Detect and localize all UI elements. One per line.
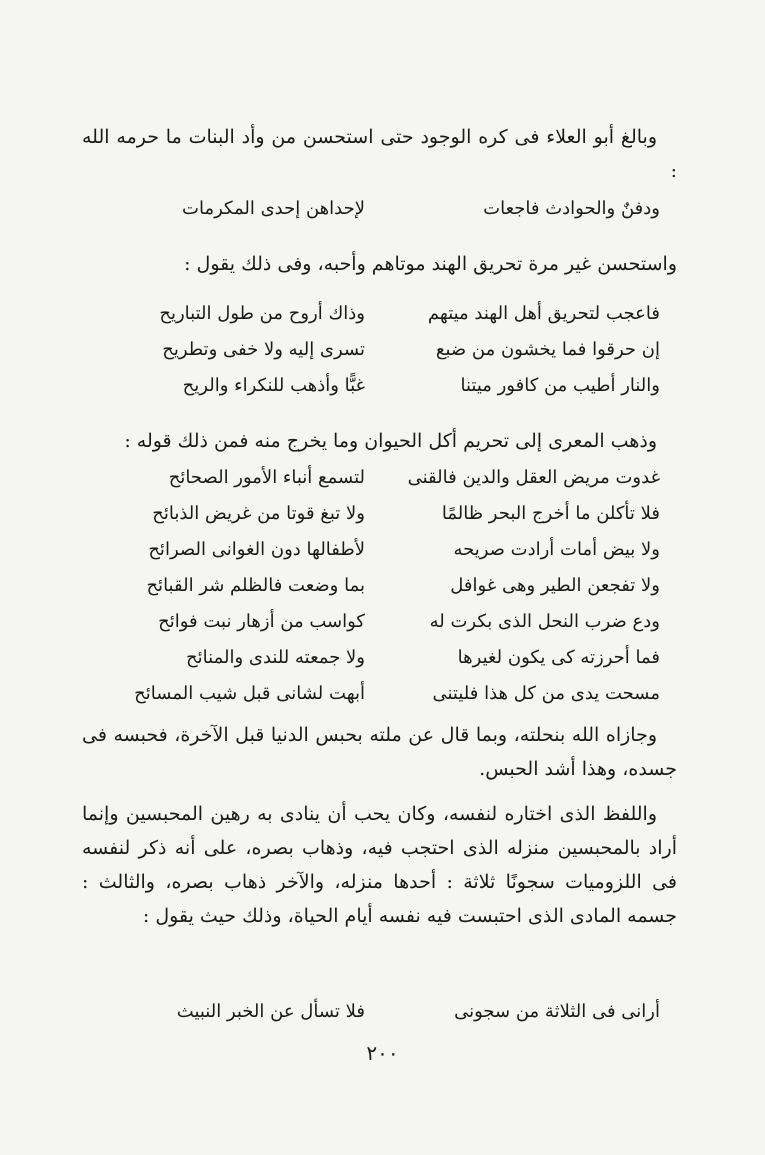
verse-second-hemistich: غبًّا وأذهب للنكراء والريح — [182, 375, 365, 396]
verse-first-hemistich: ودفنٌ والحوادث فاجعات — [483, 198, 660, 219]
verse-second-hemistich: ولا تبغ قوتا من غريض الذبائح — [152, 503, 365, 524]
verse-second-hemistich: لتسمع أنباء الأمور الصحائح — [168, 467, 365, 488]
verse-couplet — [120, 333, 660, 367]
paragraph-5: واللفظ الذى اختاره لنفسه، وكان يحب أن ينادى به رهين المحبسين وإنما أراد بالمحبسين منزله الذى احتجب فيه، وذهاب بصره، على أنه ذكر لنفسه فى اللزوميات سجونًا ثلاثة : أحدها منزله، والآخر ذهاب بصره، والثالث : جسمه المادى الذى احتبست فيه نفسه أيام الحياة، وذلك حيث يقول : — [82, 803, 677, 927]
verse-second-hemistich: كواسب من أزهار نبت فوائح — [158, 611, 365, 632]
verse-couplet — [120, 192, 660, 226]
verse-second-hemistich: أبهت لشانى قبل شيب المسائح — [134, 683, 365, 704]
verse-second-hemistich: تسرى إليه ولا خفى وتطريح — [162, 339, 365, 360]
paragraph-3: وذهب المعرى إلى تحريم أكل الحيوان وما يخرج منه فمن ذلك قوله : — [124, 430, 657, 452]
verse-second-hemistich: فلا تسأل عن الخبر النبيث — [176, 1001, 365, 1022]
verse-couplet — [120, 533, 660, 567]
verse-first-hemistich: فلا تأكلن ما أخرج البحر ظالمًا — [441, 503, 660, 524]
verse-couplet — [120, 497, 660, 531]
verse-first-hemistich: غدوت مريض العقل والدين فالقنى — [407, 467, 660, 488]
verse-second-hemistich: ولا جمعته للندى والمنائح — [186, 647, 365, 668]
verse-second-hemistich: بما وضعت فالظلم شر القبائح — [146, 575, 365, 596]
paragraph-4: وجازاه الله بنحلته، وبما قال عن ملته بحبس الدنيا قبل الآخرة، فحبسه فى جسده، وهذا أشد الحبس. — [82, 724, 677, 780]
verse-second-hemistich: لإحداهن إحدى المكرمات — [182, 198, 365, 219]
verse-second-hemistich: لأطفالها دون الغوانى الصرائح — [148, 539, 365, 560]
verse-couplet — [120, 995, 660, 1029]
verse-couplet — [120, 297, 660, 331]
verse-first-hemistich: مسحت يدى من كل هذا فليتنى — [432, 683, 660, 704]
verse-couplet — [120, 641, 660, 675]
verse-second-hemistich: وذاك أروح من طول التباريح — [159, 303, 365, 324]
verse-first-hemistich: فاعجب لتحريق أهل الهند ميتهم — [427, 303, 660, 324]
page-number: ٢٠٠ — [366, 1041, 399, 1065]
paragraph-2: واستحسن غير مرة تحريق الهند موتاهم وأحبه، وفى ذلك يقول : — [184, 253, 677, 275]
verse-first-hemistich: فما أحرزته كى يكون لغيرها — [457, 647, 660, 668]
verse-couplet — [120, 569, 660, 603]
verse-couplet — [120, 605, 660, 639]
verse-first-hemistich: والنار أطيب من كافور ميتنا — [460, 375, 660, 396]
verse-couplet — [120, 369, 660, 403]
verse-first-hemistich: ولا بيض أمات أرادت صريحه — [453, 539, 660, 560]
verse-couplet — [120, 461, 660, 495]
verse-first-hemistich: إن حرقوا فما يخشون من ضبع — [435, 339, 660, 360]
verse-first-hemistich: أرانى فى الثلاثة من سجونى — [454, 1001, 660, 1022]
verse-first-hemistich: ولا تفجعن الطير وهى غوافل — [450, 575, 660, 596]
verse-couplet — [120, 677, 660, 711]
paragraph-1: وبالغ أبو العلاء فى كره الوجود حتى استحسن من وأد البنات ما حرمه الله : — [82, 126, 677, 182]
verse-first-hemistich: ودع ضرب النحل الذى بكرت له — [429, 611, 660, 632]
